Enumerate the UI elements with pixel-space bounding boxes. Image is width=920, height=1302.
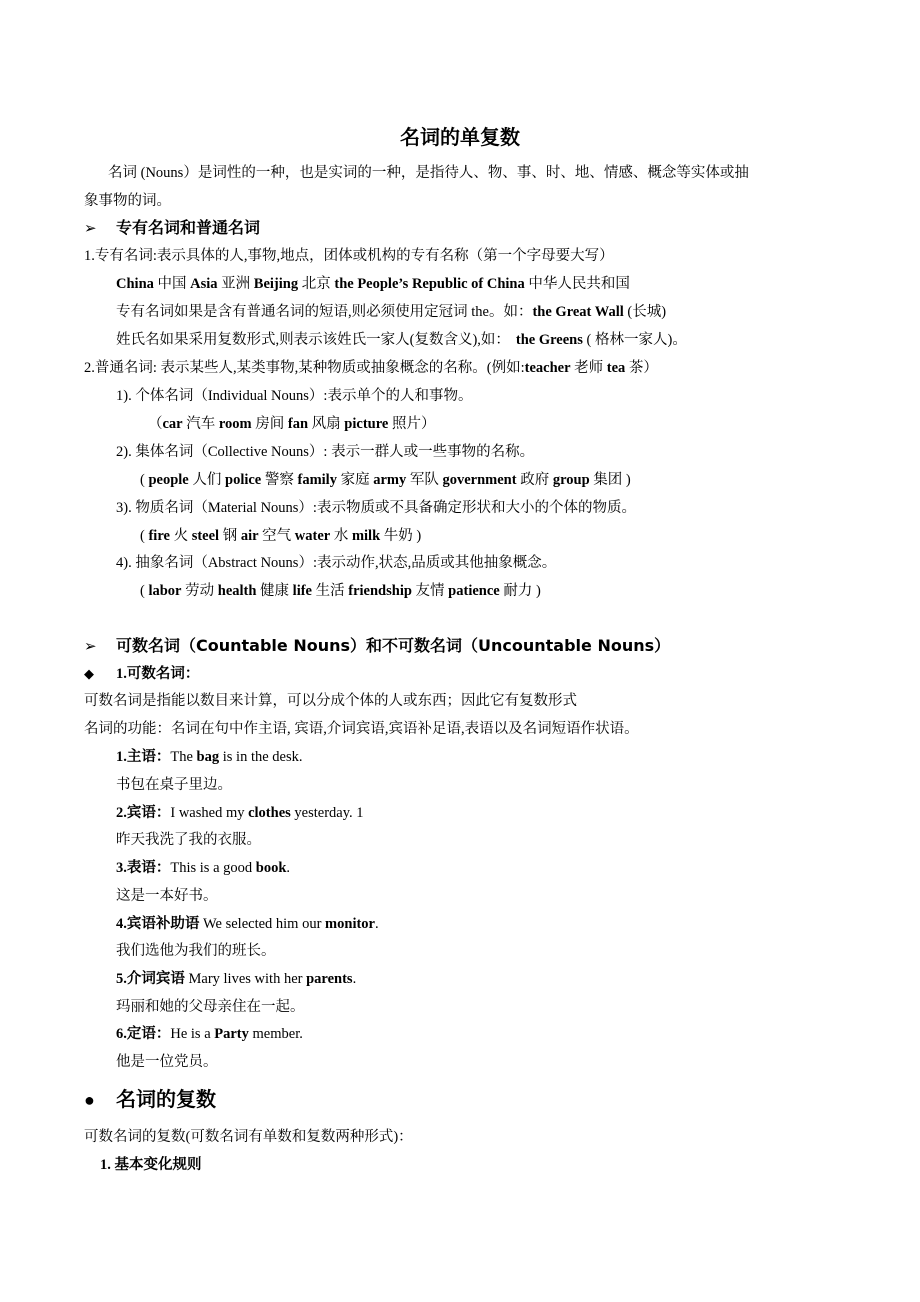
example-zh: 水 (330, 528, 352, 544)
example-en: group (552, 472, 590, 488)
example-en: car (162, 416, 183, 432)
intro-line-1: 名词 (Nouns）是词性的一种，也是实词的一种，是指待人、物、事、时、地、情感、概念等实体或抽 (108, 165, 749, 181)
section1-heading-row (84, 218, 260, 239)
example-zh: 照片） (388, 416, 436, 432)
function-item-en (116, 858, 290, 878)
example-en: room (218, 416, 252, 432)
example-zh: 老师 (570, 360, 607, 376)
rule-text: 专有名词如果是含有普通名词的短语,则必须使用定冠词 the。如： (116, 304, 533, 320)
proper-noun-examples (116, 274, 630, 294)
function-item-zh: 昨天我洗了我的衣服。 (116, 832, 261, 848)
section3-heading-row (84, 1085, 216, 1113)
example-en: government (442, 472, 517, 488)
function-label: 4.宾语补助语 (116, 916, 200, 932)
individual-nouns-examples: （car 汽车 room 房间 fan 风扇 picture 照片） (148, 416, 436, 432)
example-zh: 空气 (258, 528, 295, 544)
collective-nouns: 2). 集体名词（Collective Nouns）: 表示一群人或一些事物的名称。 (116, 444, 535, 460)
sentence-part: . (286, 860, 291, 876)
countable-subheading: 1.可数名词： (116, 666, 200, 682)
example-en: air (240, 528, 259, 544)
example-zh: 友情 (411, 583, 449, 599)
example-en: tea (606, 360, 626, 376)
section3-heading: 名词的复数 (116, 1087, 216, 1111)
example-zh: 耐力 ) (499, 583, 541, 599)
example-en: China (116, 276, 154, 292)
rule-text: 姓氏名如果采用复数形式,则表示该姓氏一家人(复数含义),如： (116, 332, 510, 348)
common-noun-definition (84, 358, 658, 378)
function-label: 6.定语： (116, 1026, 171, 1042)
surname-plural-rule (116, 330, 687, 350)
page-title: 名词的单复数 (400, 125, 520, 149)
countable-definition: 可数名词是指能以数目来计算，可以分成个体的人或东西；因此它有复数形式 (84, 693, 577, 709)
proper-noun-article-rule (116, 302, 666, 322)
example-en: Beijing (253, 276, 299, 292)
function-item-en (116, 969, 356, 989)
function-item-en (116, 1024, 303, 1044)
sentence-part: yesterday. 1 (290, 805, 364, 821)
example-zh: 集团 ) (589, 472, 631, 488)
example-zh: 中华人民共和国 (524, 276, 630, 292)
round-bullet-icon: ● (84, 1090, 95, 1110)
highlighted-noun: monitor (325, 916, 375, 932)
example-zh: 北京 (298, 276, 335, 292)
plural-intro: 可数名词的复数(可数名词有单数和复数两种形式)： (84, 1129, 413, 1145)
example-zh: 房间 (251, 416, 288, 432)
function-item-en (116, 914, 379, 934)
example-zh: 中国 (153, 276, 191, 292)
highlighted-noun: clothes (248, 805, 291, 821)
example-en: water (294, 528, 331, 544)
function-item-zh: 玛丽和她的父母亲住在一起。 (116, 999, 305, 1015)
countable-subheading-row (84, 664, 199, 684)
sentence-part: Mary lives with her (184, 971, 307, 987)
function-item-en (116, 747, 303, 767)
proper-noun-definition: 1.专有名词:表示具体的人,事物,地点，团体或机构的专有名称（第一个字母要大写） (84, 248, 614, 264)
example-en: Asia (190, 276, 218, 292)
function-label: 3.表语： (116, 860, 171, 876)
example-zh: 健康 (256, 583, 293, 599)
example-en: fire (148, 528, 170, 544)
example-en: patience (448, 583, 500, 599)
abstract-nouns-examples: ( labor 劳动 health 健康 life 生活 friendship 友情 patience 耐力 ) (140, 583, 541, 599)
highlighted-noun: bag (196, 749, 220, 765)
sentence-part: This is a good (170, 860, 256, 876)
function-item-zh: 他是一位党员。 (116, 1054, 218, 1070)
example-zh: 亚洲 (217, 276, 254, 292)
example-en: steel (191, 528, 220, 544)
example-en: the People’s Republic of China (334, 276, 525, 292)
sentence-part: is in the desk. (219, 749, 303, 765)
sentence-part: I washed my (170, 805, 249, 821)
example-en: health (217, 583, 257, 599)
example-zh: 军队 (406, 472, 443, 488)
highlighted-noun: Party (214, 1026, 249, 1042)
example-en: life (292, 583, 312, 599)
example-zh: 钢 (219, 528, 241, 544)
rule-example: the Great Wall (532, 304, 624, 320)
example-en: teacher (524, 360, 571, 376)
rule-gloss: ( 格林一家人)。 (582, 332, 687, 348)
basic-rules-heading: 1. 基本变化规则 (100, 1157, 202, 1173)
individual-nouns: 1). 个体名词（Individual Nouns）:表示单个的人和事物。 (116, 388, 473, 404)
function-item-zh: 书包在桌子里边。 (116, 777, 232, 793)
sentence-part: We selected him our (199, 916, 326, 932)
intro-line-2: 象事物的词。 (84, 193, 171, 209)
definition-text: 2.普通名词: 表示某些人,某类事物,某种物质或抽象概念的名称。(例如: (84, 360, 525, 376)
collective-nouns-examples: ( people 人们 police 警察 family 家庭 army 军队 government 政府 group 集团 ) (140, 472, 631, 488)
example-en: family (297, 472, 337, 488)
arrow-bullet-icon: ➢ (84, 221, 97, 237)
highlighted-noun: book (255, 860, 287, 876)
example-en: people (148, 472, 189, 488)
example-zh: 汽车 (182, 416, 219, 432)
material-nouns-examples: ( fire 火 steel 钢 air 空气 water 水 milk 牛奶 ) (140, 528, 422, 544)
example-zh: 牛奶 ) (380, 528, 422, 544)
sentence-part: member. (248, 1026, 303, 1042)
example-zh: 家庭 (336, 472, 374, 488)
example-en: army (373, 472, 407, 488)
example-en: milk (351, 528, 381, 544)
section1-heading: 专有名词和普通名词 (116, 218, 261, 237)
example-zh: 火 (169, 528, 192, 544)
example-zh: 政府 (516, 472, 553, 488)
function-label: 1.主语： (116, 749, 171, 765)
function-item-en (116, 803, 364, 823)
example-zh: 茶） (625, 360, 658, 376)
example-zh: 生活 (312, 583, 349, 599)
section2-heading: 可数名词（Countable Nouns）和不可数名词（Uncountable Nouns） (116, 636, 671, 655)
function-label: 5.介词宾语 (116, 971, 185, 987)
example-en: fan (287, 416, 309, 432)
diamond-bullet-icon: ◆ (84, 666, 94, 681)
function-label: 2.宾语： (116, 805, 171, 821)
example-en: picture (344, 416, 389, 432)
sentence-part: The (170, 749, 197, 765)
section2-heading-row (84, 636, 670, 657)
highlighted-noun: parents (306, 971, 353, 987)
function-item-zh: 这是一本好书。 (116, 888, 218, 904)
function-item-zh: 我们选他为我们的班长。 (116, 943, 276, 959)
example-en: labor (148, 583, 182, 599)
example-en: friendship (348, 583, 412, 599)
example-zh: 风扇 (308, 416, 345, 432)
rule-gloss: (长城) (623, 304, 667, 320)
material-nouns: 3). 物质名词（Material Nouns）:表示物质或不具备确定形状和大小的个体的物质。 (116, 500, 636, 516)
sentence-part: . (352, 971, 357, 987)
noun-functions: 名词的功能：名词在句中作主语, 宾语,介词宾语,宾语补足语,表语以及名词短语作状语。 (84, 721, 639, 737)
sentence-part: He is a (170, 1026, 215, 1042)
example-en: police (225, 472, 262, 488)
example-zh: 人们 (188, 472, 225, 488)
example-zh: 警察 (261, 472, 298, 488)
rule-example: the Greens (515, 332, 583, 348)
abstract-nouns: 4). 抽象名词（Abstract Nouns）:表示动作,状态,品质或其他抽象概念。 (116, 555, 557, 571)
sentence-part: . (374, 916, 379, 932)
arrow-bullet-icon: ➢ (84, 639, 97, 655)
example-zh: 劳动 (181, 583, 218, 599)
